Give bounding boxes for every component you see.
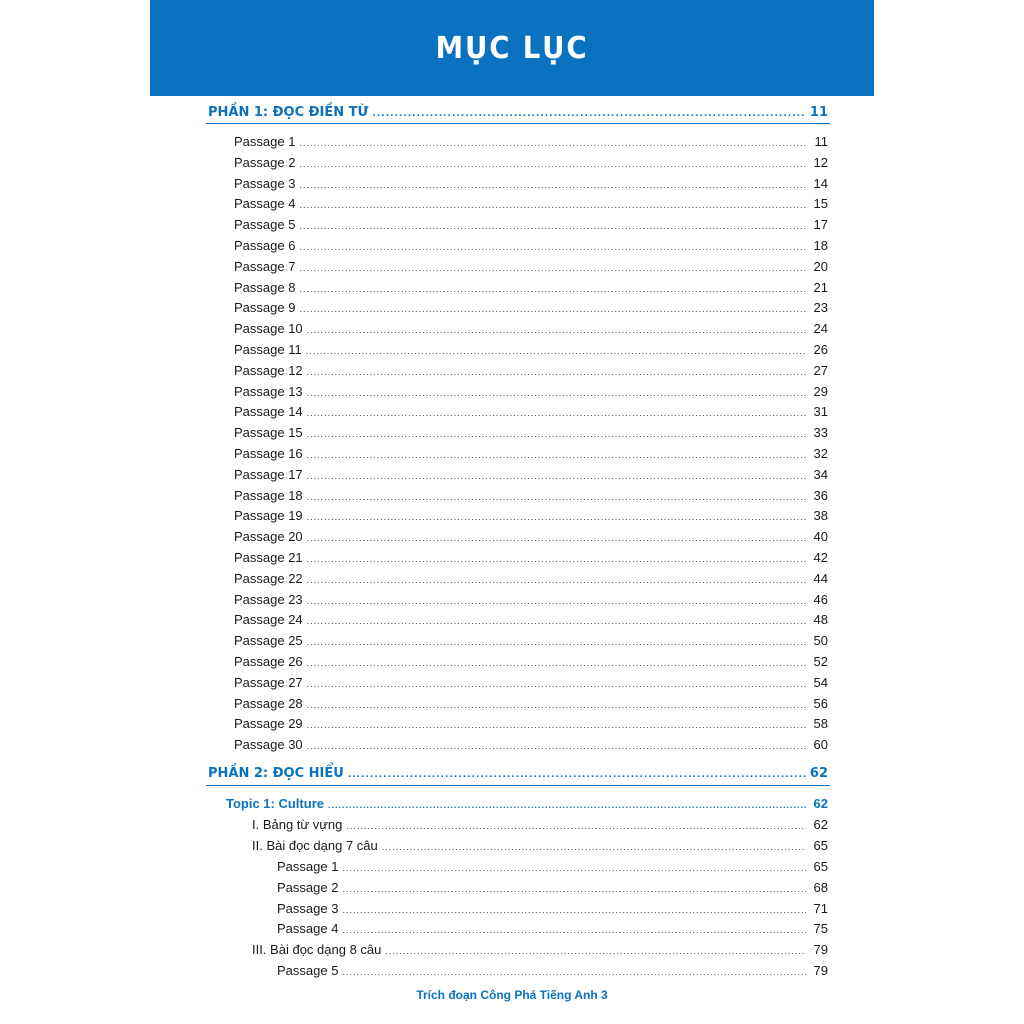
toc-entry [234,714,828,734]
toc-entry [234,506,828,526]
leader-dots [382,837,806,857]
section-3-label: III. Bài đọc dạng 8 câu [252,942,382,957]
entry-label: Passage 3 [277,900,339,916]
title-banner [150,0,874,96]
toc-entry [234,278,828,298]
leader-dots [299,195,806,215]
leader-dots [307,424,806,444]
leader-dots [346,816,806,836]
entry-page: 54 [813,674,828,690]
section-2-label: II. Bài đọc dạng 7 câu [252,838,378,853]
entry-page: 65 [813,859,828,874]
entry-page: 21 [813,279,828,295]
entry-label: Passage 5 [277,963,339,978]
entry-label: Passage 17 [234,466,303,482]
leader-dots [307,715,806,735]
entry-label: Passage 11 [234,342,302,357]
entry-page: 31 [813,404,828,420]
entry-label: Passage 16 [234,446,303,461]
part-1-rule [206,123,830,124]
entry-page: 50 [813,633,828,649]
page-title: MỤC LỤC [435,30,589,66]
section-3-page: 79 [813,942,828,957]
toc-entry [234,631,828,651]
entry-page: 32 [813,446,828,461]
leader-dots [306,341,806,361]
section-2-entry [252,836,828,856]
leader-dots [342,920,806,940]
leader-dots [307,591,806,611]
leader-dots [307,528,806,548]
entry-page: 68 [813,879,828,895]
toc-entry [234,486,828,506]
vocab-entry [252,815,828,835]
leader-dots [328,795,806,815]
leader-dots [307,445,806,465]
entry-page: 56 [813,695,828,711]
entry-page: 60 [813,737,828,753]
leader-dots [307,695,806,715]
entry-page: 42 [813,550,828,565]
leader-dots [307,383,806,403]
entry-label: Passage 24 [234,612,303,628]
entry-page: 33 [813,425,828,441]
toc-entry [277,878,828,898]
section-3-entry [252,940,828,960]
entry-label: Passage 28 [234,695,303,711]
toc-entry [234,590,828,610]
footer-caption: Trích đoạn Công Phá Tiếng Anh 3 [416,988,608,1002]
entry-page: 71 [813,900,828,916]
entry-page: 20 [813,258,828,274]
leader-dots [342,962,806,982]
entry-label: Passage 30 [234,737,303,753]
leader-dots [307,466,806,486]
toc-entry [234,215,828,235]
toc-entry [234,194,828,214]
entry-label: Passage 1 [277,859,339,874]
leader-dots [307,611,806,631]
entry-page: 18 [813,238,828,253]
toc-entry [234,548,828,568]
entry-label: Passage 1 [234,134,296,149]
topic-1-page: 62 [813,796,828,811]
entry-label: Passage 7 [234,258,296,274]
leader-dots [307,653,806,673]
toc-entry [234,298,828,318]
topic-1-entry [226,794,828,814]
toc-entry [234,174,828,194]
entry-label: Passage 2 [234,154,296,170]
leader-dots [299,258,806,278]
book-page [150,0,874,1024]
leader-dots [299,299,806,319]
entry-label: Passage 29 [234,716,303,732]
toc-entry [234,735,828,755]
leader-dots [307,674,806,694]
entry-label: Passage 4 [234,196,296,212]
entry-label: Passage 2 [277,879,339,895]
leader-dots [307,570,806,590]
leader-dots [307,320,806,340]
entry-page: 17 [813,217,828,233]
entry-page: 44 [813,570,828,586]
toc-entry [234,361,828,381]
toc-entry [277,857,828,877]
entry-label: Passage 21 [234,550,303,565]
vocab-label: I. Bảng từ vựng [252,817,343,832]
leader-dots [342,900,806,920]
entry-page: 79 [813,963,828,978]
part-2-page: 62 [809,766,828,781]
toc-entry [234,673,828,693]
toc-entry [277,919,828,939]
entry-page: 27 [813,362,828,378]
part-2-title: PHẦN 2: ĐỌC HIỂU [208,766,344,781]
toc-entry [234,319,828,339]
entry-label: Passage 9 [234,300,296,316]
entry-page: 58 [813,716,828,732]
entry-label: Passage 26 [234,654,303,669]
entry-label: Passage 22 [234,570,303,586]
entry-page: 38 [813,508,828,524]
part-1-heading [208,103,828,123]
entry-label: Passage 23 [234,591,303,607]
toc-entry [234,610,828,630]
entry-label: Passage 20 [234,529,303,545]
entry-page: 48 [813,612,828,628]
toc-entry [234,153,828,173]
entry-page: 23 [813,300,828,316]
entry-page: 11 [814,134,828,149]
toc-entry [277,961,828,981]
toc-entry [234,527,828,547]
entry-page: 75 [813,921,828,937]
leader-dots [299,216,806,236]
leader-dots [307,403,806,423]
entry-label: Passage 14 [234,404,303,420]
entry-label: Passage 3 [234,175,296,191]
topic-1-label: Topic 1: Culture [226,796,324,811]
entry-page: 34 [813,466,828,482]
toc-entry [234,132,828,152]
entry-page: 29 [813,383,828,399]
part-2-heading [208,764,828,784]
entry-page: 14 [813,175,828,191]
part-1-page: 11 [809,105,828,120]
entry-page: 40 [813,529,828,545]
leader-dots [307,549,806,569]
leader-dots [307,507,806,527]
entry-label: Passage 5 [234,217,296,233]
toc-entry [234,444,828,464]
toc-entry [234,465,828,485]
entry-label: Passage 19 [234,508,303,524]
leader-dots [299,133,806,153]
entry-page: 52 [813,654,828,669]
toc-entry [234,340,828,360]
entry-page: 46 [813,591,828,607]
entry-label: Passage 18 [234,487,303,503]
leader-dots [342,879,806,899]
part-1-title: PHẦN 1: ĐỌC ĐIỀN TỪ [208,105,369,120]
toc-entry [234,423,828,443]
leader-dots [307,736,806,756]
entry-label: Passage 8 [234,279,296,295]
section-2-page: 65 [813,838,828,853]
leader-dots [299,154,806,174]
entry-label: Passage 15 [234,425,303,441]
entry-page: 36 [813,487,828,503]
toc-entry [234,652,828,672]
leader-dots [385,941,806,961]
leader-dots [299,175,806,195]
entry-label: Passage 27 [234,674,303,690]
toc-entry [234,569,828,589]
toc-entry [234,382,828,402]
leader-dots [342,858,806,878]
leader-dots [299,279,806,299]
leader-dots [348,765,806,785]
leader-dots [307,632,806,652]
toc-entry [277,899,828,919]
leader-dots [307,487,806,507]
entry-page: 12 [813,154,828,170]
leader-dots [372,104,806,124]
entry-label: Passage 25 [234,633,303,649]
entry-page: 24 [813,321,828,337]
vocab-page: 62 [813,817,828,832]
leader-dots [307,362,806,382]
entry-page: 15 [813,196,828,212]
leader-dots [299,237,806,257]
entry-label: Passage 12 [234,362,303,378]
toc-entry [234,694,828,714]
entry-page: 26 [813,342,828,357]
entry-label: Passage 4 [277,921,339,937]
toc-entry [234,257,828,277]
toc-entry [234,236,828,256]
part-2-rule [206,785,830,786]
entry-label: Passage 6 [234,238,296,253]
entry-label: Passage 10 [234,321,303,337]
toc-entry [234,402,828,422]
entry-label: Passage 13 [234,383,303,399]
